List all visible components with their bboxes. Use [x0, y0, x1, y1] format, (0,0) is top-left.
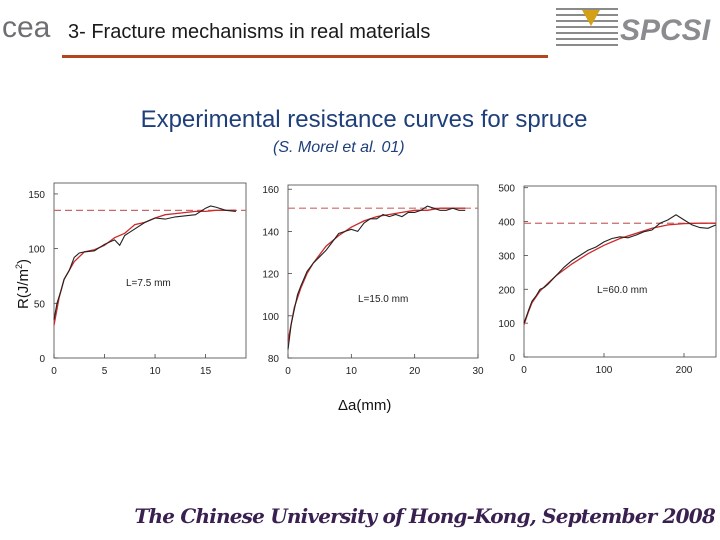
panel-2-annotation: L=15.0 mm — [358, 294, 409, 305]
panel-3-x-tick-label: 100 — [595, 365, 613, 376]
panel-3-y-tick-label: 300 — [498, 251, 515, 263]
panel-2-x-tick-label: 20 — [409, 366, 421, 377]
panel-1-y-tick-label: 0 — [39, 354, 45, 365]
panel-2-fit-curve — [288, 208, 465, 341]
resistance-curves-figure — [0, 170, 720, 390]
panel-2-x-tick-label: 10 — [345, 366, 357, 377]
panel-1-x-tick-label: 0 — [51, 366, 57, 377]
panel-2-y-tick-label: 100 — [262, 311, 279, 323]
panel-1-y-tick-label: 100 — [28, 244, 45, 256]
cea-logo-text: cea — [2, 11, 51, 44]
panel-2-frame — [288, 185, 478, 358]
header-rule — [62, 55, 548, 58]
panel-3-annotation: L=60.0 mm — [597, 285, 648, 296]
panel-1-frame — [54, 183, 246, 358]
spcsi-logo — [552, 4, 716, 52]
panel-1-x-tick-label: 15 — [200, 366, 212, 377]
triangle-icon — [582, 10, 600, 26]
y-axis-label-close: ) — [15, 259, 32, 264]
panel-3-x-tick-label: 0 — [521, 365, 527, 376]
slide-title: Experimental resistance curves for spruce — [140, 106, 588, 133]
panel-2-y-tick-label: 80 — [267, 354, 279, 365]
panel-3-x-tick-label: 200 — [675, 365, 693, 376]
panel-3-y-tick-label: 500 — [498, 183, 515, 195]
panel-3-y-tick-label: 100 — [498, 319, 515, 331]
panel-2-y-tick-label: 140 — [262, 227, 279, 239]
footer-text: The Chinese University of Hong-Kong, September 2008 — [134, 504, 715, 528]
panel-2-y-tick-label: 160 — [262, 185, 279, 197]
panel-3-y-tick-label: 200 — [498, 285, 515, 297]
y-axis-label-text: R(J/m — [15, 269, 32, 310]
panel-1-fit-curve — [54, 210, 236, 325]
panel-1-annotation: L=7.5 mm — [126, 278, 171, 289]
y-axis-label — [14, 239, 32, 329]
panel-2-x-tick-label: 0 — [285, 366, 291, 377]
panel-1-experimental-curve — [54, 206, 236, 320]
panel-2-y-tick-label: 120 — [262, 269, 279, 281]
panel-3-y-tick-label: 0 — [509, 353, 515, 364]
panel-2-x-tick-label: 30 — [472, 366, 484, 377]
x-axis-label: Δa(mm) — [338, 397, 392, 414]
panel-1-y-tick-label: 150 — [28, 189, 45, 201]
y-axis-label-exponent: 2 — [14, 264, 24, 270]
panel-3-y-tick-label: 400 — [498, 217, 515, 229]
spcsi-logo-text: SPCSI — [620, 14, 711, 47]
panel-1-x-tick-label: 5 — [101, 366, 108, 377]
panel-3-experimental-curve — [524, 215, 716, 323]
panel-1-x-tick-label: 10 — [149, 366, 161, 377]
header-title: 3- Fracture mechanisms in real materials — [68, 21, 431, 43]
panel-3-fit-curve — [524, 223, 716, 325]
citation: (S. Morel et al. 01) — [273, 139, 405, 156]
panel-2-experimental-curve — [288, 206, 465, 350]
panel-1-y-tick-label: 50 — [33, 299, 45, 311]
panel-3-frame — [524, 186, 716, 357]
cea-logo — [2, 10, 58, 44]
